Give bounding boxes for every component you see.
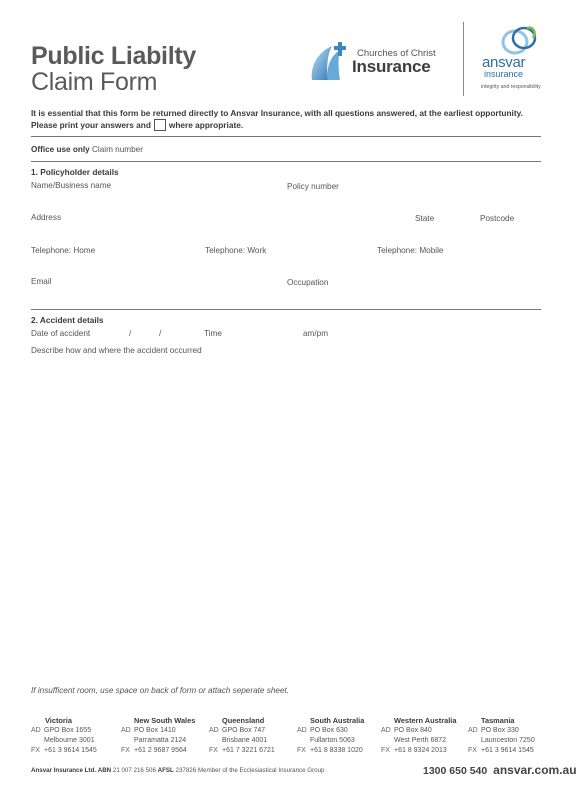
- office-address: AD PO Box 1410 Parramatta 2124 FX +61 2 9687 9564: [121, 727, 187, 755]
- policy-number-field[interactable]: Policy number: [287, 182, 339, 191]
- instruction-line1: It is essential that this form be returned directly to Ansvar Insurance, with all questions answered, at the earliest opportunity.: [31, 108, 523, 118]
- occupation-field[interactable]: Occupation: [287, 278, 329, 287]
- divider: [31, 136, 541, 137]
- instruction-line2-after: where appropriate.: [168, 120, 244, 130]
- office-state: Queensland: [222, 716, 265, 725]
- telephone-mobile-field[interactable]: Telephone: Mobile: [377, 246, 444, 255]
- date-of-accident-field[interactable]: Date of accident: [31, 329, 91, 338]
- form-title-line2: Claim Form: [31, 68, 158, 96]
- cci-logo-icon: [306, 40, 352, 86]
- office-use-row: [31, 145, 143, 154]
- office-state: South Australia: [310, 716, 365, 725]
- time-field[interactable]: Time: [204, 329, 222, 338]
- office-address: AD GPO Box 747 Brisbane 4001 FX +61 7 3221 6721: [209, 727, 275, 755]
- company-registration: Ansvar Insurance Ltd. ABN 21 007 216 506 AFSL 237826 Member of the Ecclesiastical Insurance Group: [31, 767, 325, 774]
- office-address: AD PO Box 630 Fullarton 5063 FX +61 8 8338 1020: [297, 727, 363, 755]
- claim-number-label[interactable]: Claim number: [91, 145, 143, 154]
- phone-number: 1300 650 540: [423, 765, 488, 777]
- name-business-field[interactable]: Name/Business name: [31, 181, 112, 190]
- ansvar-logo-sub: insurance: [484, 69, 524, 79]
- telephone-work-field[interactable]: Telephone: Work: [205, 246, 267, 255]
- postcode-field[interactable]: Postcode: [480, 214, 515, 223]
- accident-description-field[interactable]: Describe how and where the accident occurred: [31, 346, 202, 355]
- cci-logo-big-text: Insurance: [352, 57, 431, 76]
- office-address: AD PO Box 330 Launceston 7250 FX +61 3 9614 1545: [468, 727, 535, 755]
- section-policyholder-title: 1. Policyholder details: [31, 167, 119, 177]
- state-field[interactable]: State: [415, 214, 435, 223]
- website-link[interactable]: ansvar.com.au: [493, 763, 577, 777]
- insufficient-room-note: If insufficent room, use space on back of form or attach seperate sheet.: [31, 686, 290, 695]
- office-state: Tasmania: [481, 716, 515, 725]
- telephone-home-field[interactable]: Telephone: Home: [31, 246, 96, 255]
- contact-footer: [423, 763, 577, 777]
- office-address: AD GPO Box 1655 Melbourne 3001 FX +61 3 9614 1545: [31, 727, 97, 755]
- office-use-label: Office use only: [31, 145, 90, 154]
- office-state: New South Wales: [134, 716, 196, 725]
- cci-logo-small-text: Churches of Christ: [357, 48, 436, 59]
- divider: [31, 309, 541, 310]
- instruction-line2-before: Please print your answers and: [31, 120, 151, 130]
- logo-divider: [463, 22, 464, 96]
- am-pm-label: am/pm: [303, 329, 329, 338]
- address-field[interactable]: Address: [31, 213, 62, 222]
- example-checkbox: [154, 119, 166, 131]
- divider: [31, 161, 541, 162]
- instruction-line2: [31, 119, 243, 131]
- ansvar-logo-word: ansvar: [482, 54, 526, 71]
- form-title-line1: Public Liabilty: [31, 42, 196, 70]
- section-accident-title: 2. Accident details: [31, 315, 104, 325]
- date-separator: /: [159, 329, 162, 338]
- ansvar-tagline: integrity and responsibility: [481, 84, 541, 90]
- ansvar-logo-icon: [497, 24, 541, 56]
- office-state: Western Australia: [394, 716, 457, 725]
- date-separator: /: [129, 329, 132, 338]
- email-field[interactable]: Email: [31, 277, 52, 286]
- office-state: Victoria: [45, 716, 72, 725]
- office-address: AD PO Box 840 West Perth 6872 FX +61 8 9324 2013: [381, 727, 447, 755]
